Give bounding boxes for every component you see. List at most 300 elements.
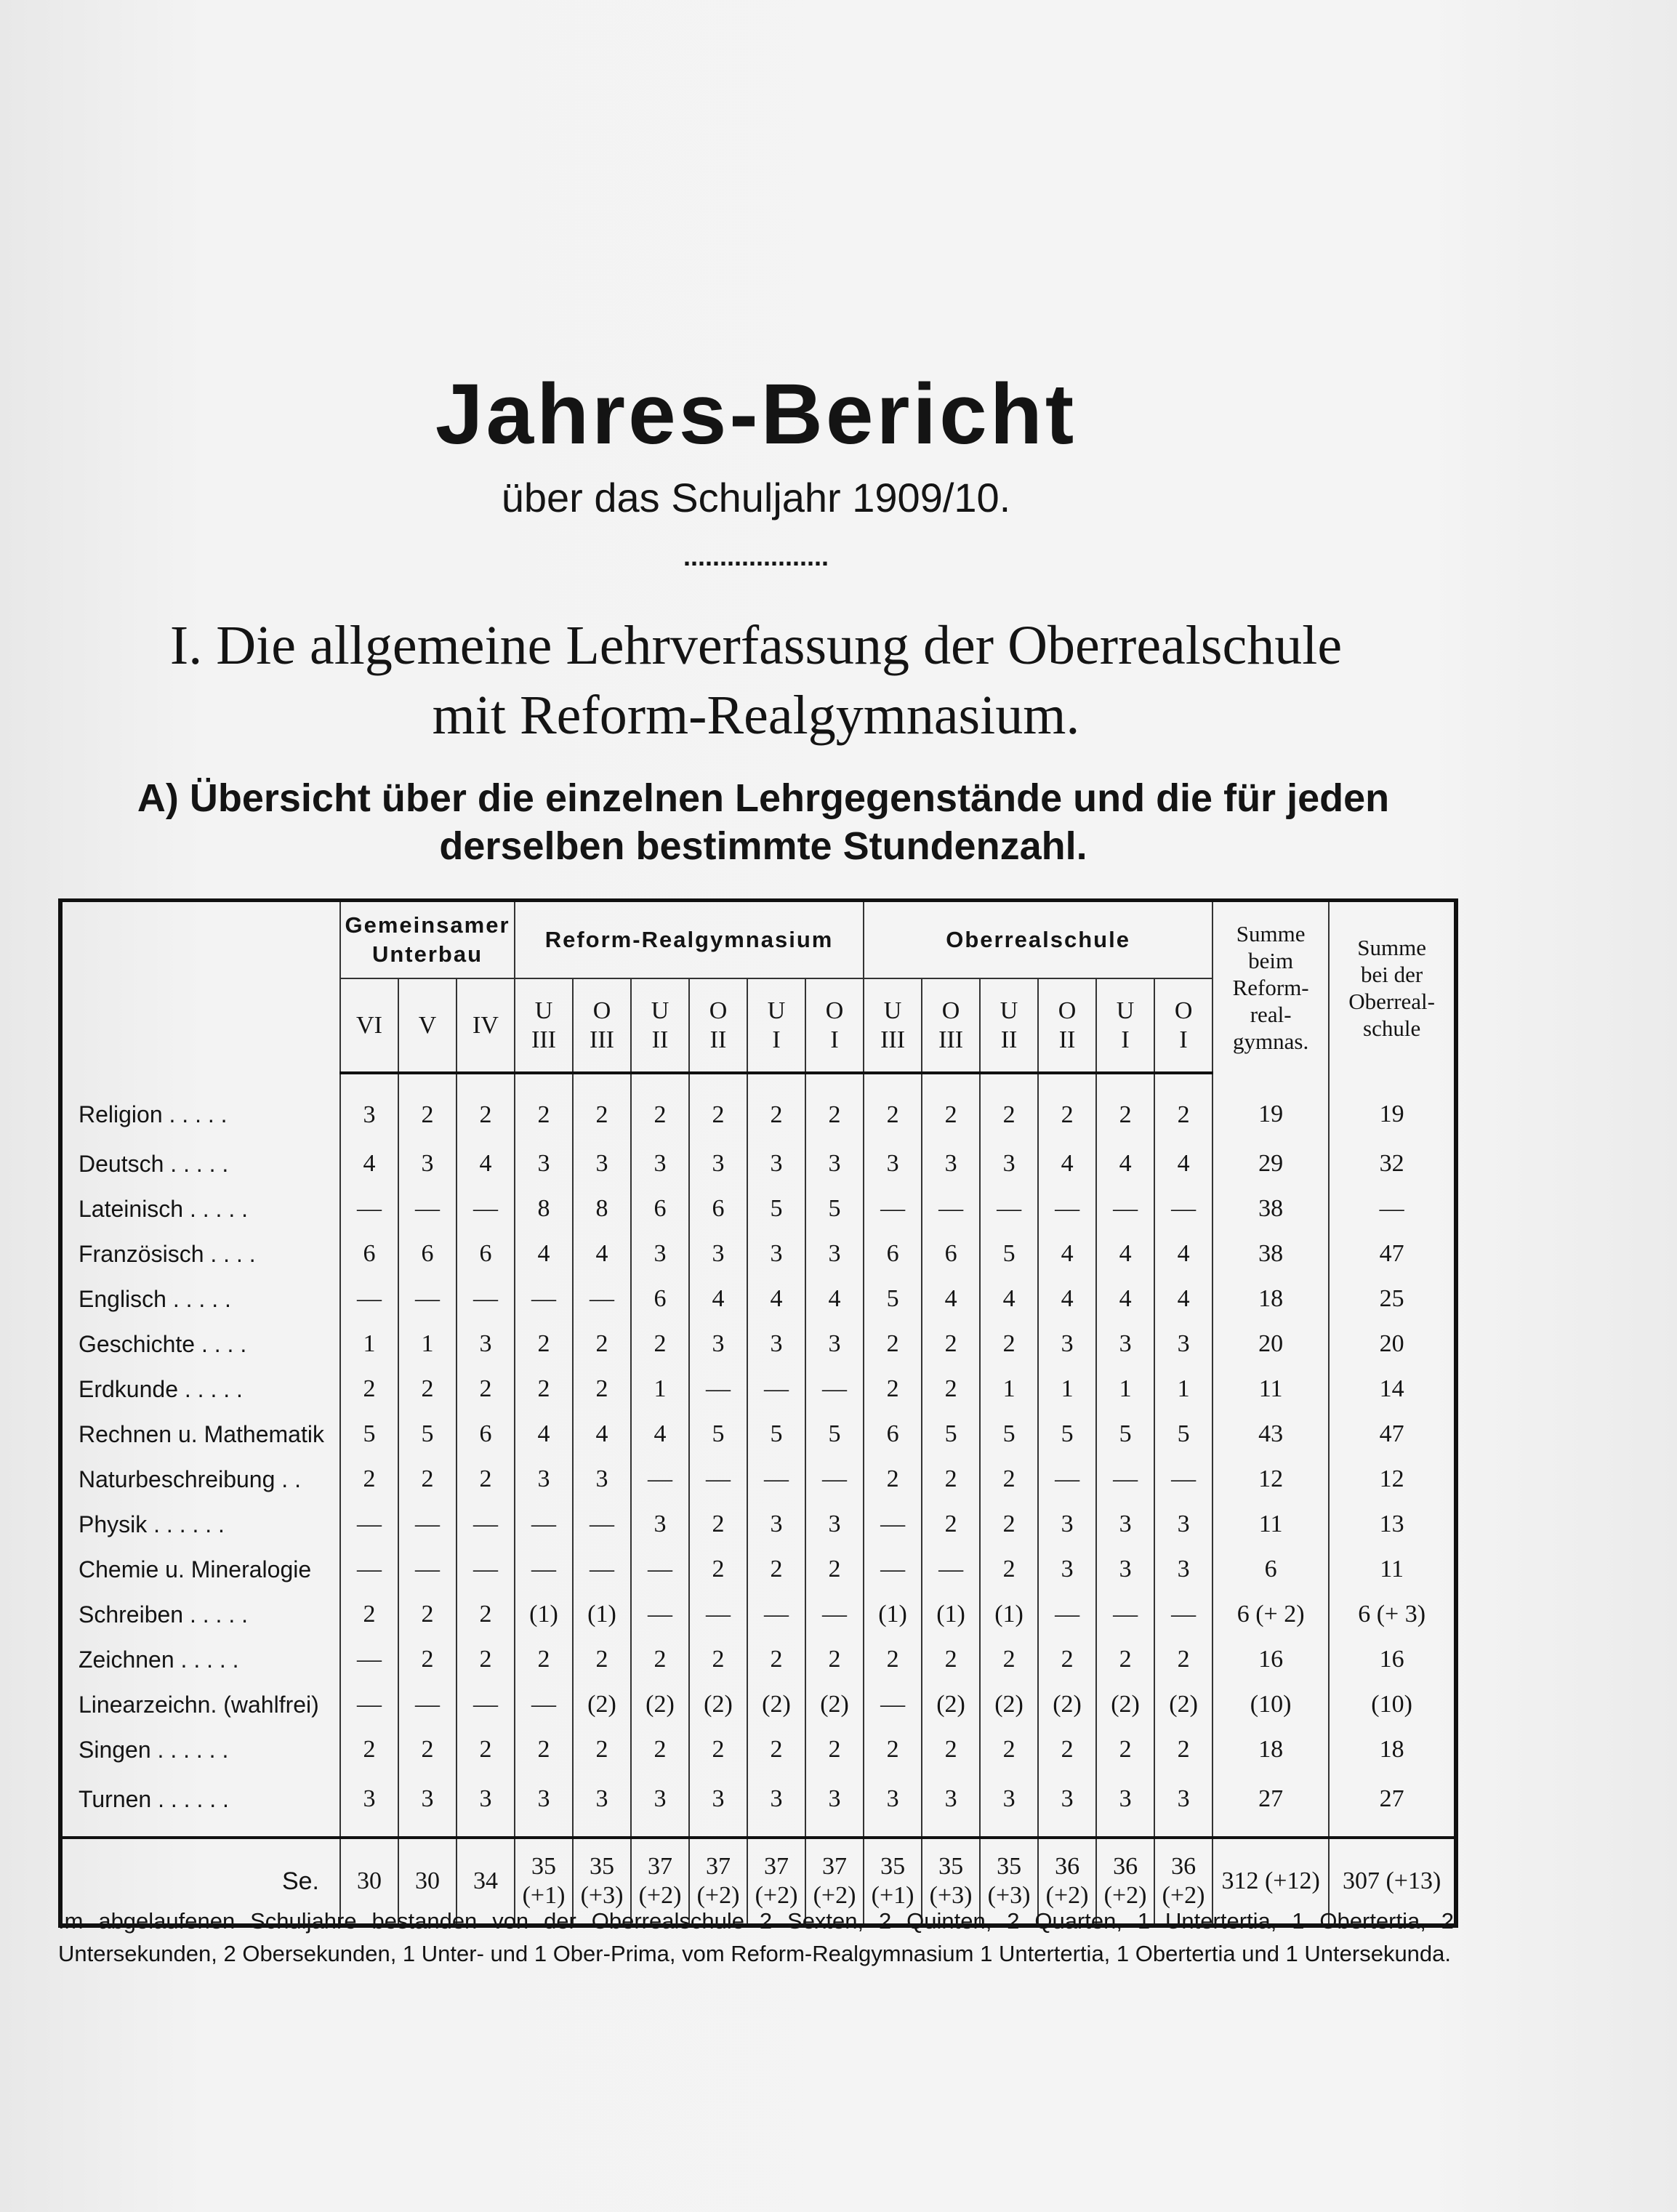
- hours-cell: 3: [922, 1141, 980, 1186]
- total-extra: (+1): [522, 1882, 566, 1909]
- class-header: [631, 978, 689, 1073]
- class-header: [573, 978, 631, 1073]
- hours-cell: 2: [980, 1547, 1038, 1592]
- table-row: [60, 1073, 1456, 1141]
- table-row: [60, 1141, 1456, 1186]
- hours-cell: 2: [980, 1502, 1038, 1547]
- total-extra: (+2): [1162, 1882, 1205, 1909]
- sum-reform-header-line: Summe: [1236, 921, 1306, 946]
- sum-cell: 6 (+ 3): [1329, 1592, 1456, 1637]
- hours-cell: 3: [398, 1772, 457, 1838]
- total-value: 36: [1055, 1853, 1080, 1880]
- hours-cell: —: [747, 1457, 805, 1502]
- hours-cell: —: [398, 1186, 457, 1231]
- hours-cell: 5: [980, 1231, 1038, 1276]
- total-value: 30: [415, 1867, 440, 1894]
- hours-cell: —: [1096, 1186, 1154, 1231]
- hours-cell: 2: [805, 1073, 864, 1141]
- sum-ober-header-line: Summe: [1357, 934, 1426, 960]
- page-title: Jahres-Bericht: [435, 366, 1077, 462]
- hours-cell: 2: [805, 1547, 864, 1592]
- table-row: [60, 1367, 1456, 1412]
- hours-cell: 4: [573, 1231, 631, 1276]
- hours-cell: 2: [980, 1727, 1038, 1772]
- hours-cell: 3: [1038, 1322, 1096, 1367]
- hours-cell: —: [340, 1186, 398, 1231]
- hours-cell: 2: [805, 1637, 864, 1682]
- hours-cell: —: [573, 1547, 631, 1592]
- hours-cell: (2): [1038, 1682, 1096, 1727]
- hours-cell: (2): [573, 1682, 631, 1727]
- sum-reform-header-line: gymnas.: [1233, 1029, 1309, 1054]
- hours-cell: 2: [573, 1367, 631, 1412]
- total-value: 35: [880, 1853, 906, 1880]
- hours-cell: —: [515, 1502, 573, 1547]
- hours-cell: 4: [1154, 1276, 1212, 1322]
- sum-cell: 6 (+ 2): [1212, 1592, 1329, 1637]
- hours-cell: 4: [631, 1412, 689, 1457]
- class-header-grade: I: [1121, 1026, 1130, 1053]
- class-header: [980, 978, 1038, 1073]
- class-header: [689, 978, 747, 1073]
- subject-cell: Lateinisch . . . . .: [60, 1186, 340, 1231]
- hours-cell: 5: [1038, 1412, 1096, 1457]
- hours-cell: —: [980, 1186, 1038, 1231]
- hours-cell: 2: [398, 1073, 457, 1141]
- hours-cell: —: [864, 1547, 922, 1592]
- total-extra: (+2): [1045, 1882, 1089, 1909]
- hours-cell: 2: [747, 1727, 805, 1772]
- hours-cell: 6: [631, 1276, 689, 1322]
- subject-cell: Physik . . . . . .: [60, 1502, 340, 1547]
- total-extra: (+3): [929, 1882, 973, 1909]
- sum-cell: 47: [1329, 1412, 1456, 1457]
- hours-cell: 8: [515, 1186, 573, 1231]
- subject-cell: Französisch . . . .: [60, 1231, 340, 1276]
- hours-cell: 2: [689, 1502, 747, 1547]
- group-header-oberreal: Oberrealschule: [864, 901, 1212, 979]
- hours-cell: 4: [1038, 1276, 1096, 1322]
- hours-cell: 2: [689, 1547, 747, 1592]
- class-header: [1154, 978, 1212, 1073]
- total-extra: (+1): [871, 1882, 914, 1909]
- subject-cell: Deutsch . . . . .: [60, 1141, 340, 1186]
- hours-cell: 2: [864, 1073, 922, 1141]
- sum-cell: 27: [1212, 1772, 1329, 1838]
- sum-cell: 27: [1329, 1772, 1456, 1838]
- sum-cell: 20: [1212, 1322, 1329, 1367]
- hours-cell: 3: [689, 1141, 747, 1186]
- table-body: [60, 1073, 1456, 1838]
- hours-cell: —: [689, 1367, 747, 1412]
- hours-cell: 3: [340, 1073, 398, 1141]
- total-value: 36: [1171, 1853, 1197, 1880]
- sum-reform-header: [1212, 901, 1329, 1074]
- hours-cell: 2: [980, 1073, 1038, 1141]
- hours-cell: 3: [631, 1141, 689, 1186]
- table-row: [60, 1231, 1456, 1276]
- hours-cell: 2: [1096, 1727, 1154, 1772]
- hours-cell: (2): [1154, 1682, 1212, 1727]
- subject-cell: Geschichte . . . .: [60, 1322, 340, 1367]
- class-header: [1096, 978, 1154, 1073]
- hours-cell: 2: [340, 1592, 398, 1637]
- hours-cell: 6: [398, 1231, 457, 1276]
- hours-cell: 2: [1154, 1073, 1212, 1141]
- hours-cell: —: [398, 1547, 457, 1592]
- hours-cell: 2: [922, 1322, 980, 1367]
- hours-cell: 3: [689, 1322, 747, 1367]
- hours-cell: 4: [980, 1276, 1038, 1322]
- hours-cell: —: [1096, 1592, 1154, 1637]
- hours-cell: —: [631, 1457, 689, 1502]
- table-row: [60, 1457, 1456, 1502]
- section-heading-line-1: I. Die allgemeine Lehrverfassung der Oberrealschule: [169, 615, 1343, 676]
- class-header-level: O: [941, 997, 960, 1024]
- hours-cell: —: [747, 1367, 805, 1412]
- sum-reform-header-line: beim: [1248, 948, 1294, 973]
- hours-cell: 3: [689, 1772, 747, 1838]
- hours-cell: 3: [747, 1772, 805, 1838]
- hours-cell: 3: [922, 1772, 980, 1838]
- class-header-grade: I: [772, 1026, 781, 1053]
- hours-cell: 2: [457, 1457, 515, 1502]
- hours-cell: 2: [515, 1727, 573, 1772]
- hours-cell: 2: [398, 1367, 457, 1412]
- total-value: 35: [590, 1853, 614, 1880]
- hours-cell: 2: [980, 1637, 1038, 1682]
- total-extra: (+3): [580, 1882, 624, 1909]
- sum-reform-header-line: real-: [1250, 1002, 1292, 1027]
- hours-cell: —: [864, 1502, 922, 1547]
- hours-cell: 3: [1154, 1547, 1212, 1592]
- class-header: [747, 978, 805, 1073]
- hours-cell: 5: [922, 1412, 980, 1457]
- hours-cell: 3: [747, 1141, 805, 1186]
- hours-cell: 2: [457, 1727, 515, 1772]
- hours-cell: 3: [398, 1141, 457, 1186]
- hours-cell: —: [805, 1457, 864, 1502]
- hours-cell: 2: [747, 1547, 805, 1592]
- class-header-level: O: [709, 997, 728, 1024]
- hours-cell: 4: [747, 1276, 805, 1322]
- hours-cell: —: [689, 1457, 747, 1502]
- class-header-level: U: [767, 997, 786, 1024]
- class-header-grade: II: [1058, 1026, 1076, 1053]
- table-row: [60, 1322, 1456, 1367]
- hours-cell: 2: [1038, 1073, 1096, 1141]
- class-header-level: O: [1058, 997, 1077, 1024]
- hours-cell: 5: [747, 1412, 805, 1457]
- hours-cell: 3: [1154, 1502, 1212, 1547]
- hours-cell: —: [457, 1682, 515, 1727]
- subject-column-header: [60, 901, 340, 1074]
- hours-cell: 1: [980, 1367, 1038, 1412]
- sum-cell: 18: [1329, 1727, 1456, 1772]
- total-value: 30: [357, 1867, 382, 1894]
- hours-cell: —: [805, 1367, 864, 1412]
- hours-cell: 2: [340, 1457, 398, 1502]
- table-row: [60, 1186, 1456, 1231]
- hours-cell: 8: [573, 1186, 631, 1231]
- hours-cell: —: [457, 1186, 515, 1231]
- hours-cell: —: [747, 1592, 805, 1637]
- table-row: [60, 1637, 1456, 1682]
- sum-cell: 32: [1329, 1141, 1456, 1186]
- hours-cell: —: [573, 1276, 631, 1322]
- sum-cell: (10): [1212, 1682, 1329, 1727]
- hours-cell: 2: [457, 1637, 515, 1682]
- class-header: [515, 978, 573, 1073]
- sub-heading-line-2: derselben bestimmte Stundenzahl.: [439, 824, 1087, 868]
- hours-cell: 2: [398, 1457, 457, 1502]
- hours-cell: —: [340, 1276, 398, 1322]
- sum-cell: 6: [1212, 1547, 1329, 1592]
- subject-cell: Religion . . . . .: [60, 1073, 340, 1141]
- hours-cell: 2: [573, 1322, 631, 1367]
- total-extra: (+3): [987, 1882, 1031, 1909]
- hours-cell: —: [457, 1276, 515, 1322]
- sum-cell: 43: [1212, 1412, 1329, 1457]
- class-header: IV: [457, 978, 515, 1073]
- hours-cell: (2): [922, 1682, 980, 1727]
- hours-cell: 6: [689, 1186, 747, 1231]
- hours-cell: 2: [1154, 1727, 1212, 1772]
- sum-cell: 29: [1212, 1141, 1329, 1186]
- class-header-grade: III: [531, 1026, 556, 1053]
- hours-cell: 2: [980, 1322, 1038, 1367]
- hours-cell: 3: [1096, 1772, 1154, 1838]
- subject-cell: Rechnen u. Mathematik: [60, 1412, 340, 1457]
- separator: ....................: [683, 542, 829, 571]
- hours-cell: 3: [457, 1772, 515, 1838]
- table-row: [60, 1772, 1456, 1838]
- hours-cell: 2: [805, 1727, 864, 1772]
- hours-cell: —: [864, 1682, 922, 1727]
- class-header-grade: III: [880, 1026, 906, 1053]
- hours-cell: 3: [805, 1231, 864, 1276]
- sum-cell: 12: [1329, 1457, 1456, 1502]
- lehrplan-table: [58, 898, 1458, 1928]
- hours-cell: —: [631, 1547, 689, 1592]
- hours-cell: 2: [515, 1322, 573, 1367]
- sum-cell: (10): [1329, 1682, 1456, 1727]
- sum-ober-header-line: schule: [1363, 1015, 1421, 1041]
- sub-heading: [116, 774, 1410, 870]
- hours-cell: 2: [515, 1073, 573, 1141]
- hours-cell: 4: [1154, 1231, 1212, 1276]
- hours-cell: 3: [515, 1457, 573, 1502]
- class-header: VI: [340, 978, 398, 1073]
- hours-cell: (2): [805, 1682, 864, 1727]
- sum-ober-header-line: Oberreal-: [1348, 988, 1435, 1014]
- class-header: [922, 978, 980, 1073]
- hours-cell: 5: [980, 1412, 1038, 1457]
- hours-cell: —: [1154, 1457, 1212, 1502]
- hours-cell: 6: [457, 1231, 515, 1276]
- hours-cell: 2: [631, 1637, 689, 1682]
- hours-cell: 3: [689, 1231, 747, 1276]
- hours-cell: (1): [864, 1592, 922, 1637]
- hours-cell: —: [1038, 1186, 1096, 1231]
- hours-cell: —: [631, 1592, 689, 1637]
- class-header-level: U: [883, 997, 902, 1024]
- hours-cell: 5: [689, 1412, 747, 1457]
- hours-cell: 3: [457, 1322, 515, 1367]
- sum-reform-header-line: Reform-: [1232, 975, 1309, 1000]
- hours-cell: 5: [340, 1412, 398, 1457]
- hours-cell: —: [1154, 1592, 1212, 1637]
- hours-cell: 4: [689, 1276, 747, 1322]
- hours-cell: 4: [922, 1276, 980, 1322]
- hours-cell: —: [864, 1186, 922, 1231]
- total-value: 34: [473, 1867, 498, 1894]
- hours-cell: 4: [340, 1141, 398, 1186]
- hours-cell: 4: [515, 1412, 573, 1457]
- class-header-level: O: [592, 997, 611, 1024]
- hours-cell: 3: [1096, 1547, 1154, 1592]
- hours-cell: 3: [515, 1772, 573, 1838]
- hours-cell: 2: [689, 1637, 747, 1682]
- hours-cell: —: [515, 1276, 573, 1322]
- total-label: Se.: [60, 1838, 340, 1926]
- sum-cell: 19: [1212, 1073, 1329, 1141]
- hours-cell: 5: [805, 1412, 864, 1457]
- hours-cell: 2: [457, 1073, 515, 1141]
- hours-cell: 3: [340, 1772, 398, 1838]
- hours-cell: 3: [573, 1772, 631, 1838]
- hours-cell: 2: [689, 1727, 747, 1772]
- hours-cell: 2: [747, 1073, 805, 1141]
- table-row: [60, 1592, 1456, 1637]
- class-header-grade: I: [1179, 1026, 1188, 1053]
- sum-cell: 38: [1212, 1186, 1329, 1231]
- sum-cell: 20: [1329, 1322, 1456, 1367]
- hours-cell: 3: [747, 1231, 805, 1276]
- hours-cell: 3: [980, 1772, 1038, 1838]
- sum-cell: 11: [1212, 1502, 1329, 1547]
- hours-cell: 3: [747, 1322, 805, 1367]
- hours-cell: 3: [631, 1231, 689, 1276]
- total-extra: (+2): [1103, 1882, 1147, 1909]
- hours-cell: 2: [515, 1637, 573, 1682]
- total-value: 35: [531, 1853, 556, 1880]
- hours-cell: 1: [398, 1322, 457, 1367]
- hours-cell: 2: [922, 1367, 980, 1412]
- hours-cell: —: [398, 1502, 457, 1547]
- hours-cell: —: [398, 1682, 457, 1727]
- sub-heading-line-1: A) Übersicht über die einzelnen Lehrgegenstände und die für jeden: [137, 776, 1390, 820]
- hours-cell: —: [922, 1547, 980, 1592]
- hours-cell: 1: [1154, 1367, 1212, 1412]
- sum-cell: 38: [1212, 1231, 1329, 1276]
- subject-cell: Chemie u. Mineralogie: [60, 1547, 340, 1592]
- hours-cell: —: [1038, 1457, 1096, 1502]
- hours-cell: 2: [1096, 1637, 1154, 1682]
- hours-cell: —: [805, 1592, 864, 1637]
- class-header: [864, 978, 922, 1073]
- subject-cell: Singen . . . . . .: [60, 1727, 340, 1772]
- hours-cell: 2: [340, 1367, 398, 1412]
- footnote: Im abgelaufenen Schuljahre bestanden von der Oberrealschule 2 Sexten, 2 Quinten, 2 Quarten, 1 Untertertia, 1 Obertertia, 2 Untersekunden, 2 Obersekunden, 1 Unter- und 1 Ober-Prima, vom Reform-Realgymnasium 1 Untertertia, 1 Obertertia und 1 Untersekunda.: [58, 1908, 1454, 1966]
- hours-cell: 5: [1096, 1412, 1154, 1457]
- hours-cell: (1): [515, 1592, 573, 1637]
- hours-cell: 4: [1154, 1141, 1212, 1186]
- hours-cell: 3: [1096, 1322, 1154, 1367]
- hours-cell: —: [340, 1682, 398, 1727]
- hours-cell: (2): [747, 1682, 805, 1727]
- hours-cell: 2: [398, 1592, 457, 1637]
- table-group-header-row: [60, 901, 1456, 979]
- total-value: 35: [997, 1853, 1022, 1880]
- class-header-level: U: [1116, 997, 1135, 1024]
- page-subtitle: über das Schuljahr 1909/10.: [501, 475, 1011, 520]
- hours-cell: 2: [864, 1637, 922, 1682]
- total-extra: (+2): [813, 1882, 856, 1909]
- hours-cell: 3: [980, 1141, 1038, 1186]
- sum-cell: 18: [1212, 1727, 1329, 1772]
- hours-cell: (1): [922, 1592, 980, 1637]
- group-header-gemeinsamer: Gemeinsamer Unterbau: [340, 901, 515, 979]
- sum-cell: 11: [1212, 1367, 1329, 1412]
- hours-cell: (2): [689, 1682, 747, 1727]
- table-row: [60, 1547, 1456, 1592]
- class-header: [805, 978, 864, 1073]
- hours-cell: 3: [573, 1457, 631, 1502]
- hours-cell: 3: [864, 1772, 922, 1838]
- hours-cell: 2: [922, 1637, 980, 1682]
- hours-cell: 3: [805, 1772, 864, 1838]
- sum-cell: 13: [1329, 1502, 1456, 1547]
- sum-cell: 16: [1212, 1637, 1329, 1682]
- sum-cell: —: [1329, 1186, 1456, 1231]
- hours-cell: —: [457, 1502, 515, 1547]
- hours-cell: —: [515, 1547, 573, 1592]
- hours-cell: 3: [805, 1502, 864, 1547]
- hours-cell: —: [515, 1682, 573, 1727]
- table-row: [60, 1502, 1456, 1547]
- sum-ober-header-line: bei der: [1361, 961, 1423, 987]
- total-extra: (+2): [638, 1882, 682, 1909]
- hours-cell: 6: [864, 1412, 922, 1457]
- hours-cell: 2: [1038, 1727, 1096, 1772]
- hours-cell: 3: [515, 1141, 573, 1186]
- table-row: [60, 1412, 1456, 1457]
- total-value: 37: [706, 1853, 731, 1880]
- section-heading-line-2: mit Reform-Realgymnasium.: [432, 685, 1080, 746]
- hours-cell: 2: [631, 1322, 689, 1367]
- hours-cell: 4: [1096, 1141, 1154, 1186]
- class-header-level: U: [534, 997, 553, 1024]
- class-header-level: O: [825, 997, 844, 1024]
- subject-cell: Turnen . . . . . .: [60, 1772, 340, 1838]
- hours-cell: 2: [573, 1073, 631, 1141]
- total-value: 312 (+12): [1221, 1867, 1320, 1894]
- hours-cell: 2: [631, 1073, 689, 1141]
- hours-cell: (1): [980, 1592, 1038, 1637]
- table-row: [60, 1682, 1456, 1727]
- hours-cell: 4: [805, 1276, 864, 1322]
- total-value: 37: [764, 1853, 789, 1880]
- hours-cell: 2: [747, 1637, 805, 1682]
- hours-cell: 2: [515, 1367, 573, 1412]
- subject-cell: Erdkunde . . . . .: [60, 1367, 340, 1412]
- class-header-grade: I: [830, 1026, 839, 1053]
- hours-cell: 4: [515, 1231, 573, 1276]
- total-value: 37: [822, 1853, 848, 1880]
- hours-cell: 2: [457, 1367, 515, 1412]
- hours-cell: 3: [1154, 1772, 1212, 1838]
